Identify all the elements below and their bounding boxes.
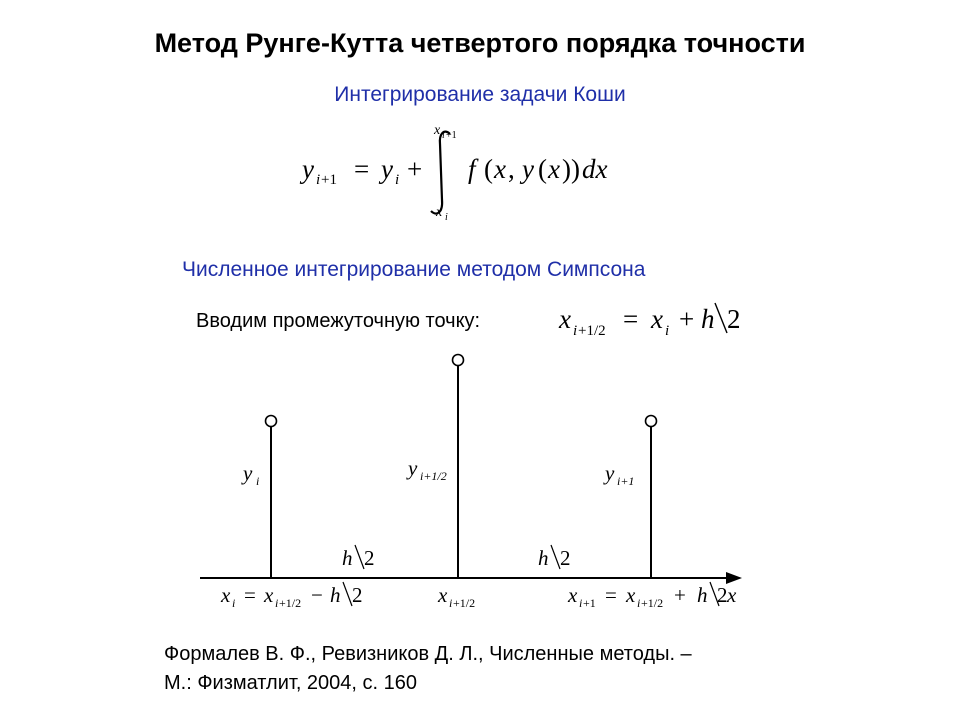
svg-text:2: 2 (727, 304, 741, 334)
svg-text:i+1/2: i+1/2 (420, 469, 447, 483)
svg-text:2: 2 (560, 546, 571, 570)
svg-text:i: i (275, 596, 279, 610)
svg-text:y: y (522, 154, 534, 184)
reference (164, 640, 692, 698)
svg-text:(: ( (484, 154, 493, 184)
svg-text:i: i (449, 596, 453, 610)
node-label-i (220, 582, 363, 610)
svg-text:y: y (408, 456, 418, 480)
svg-text:x: x (548, 154, 560, 184)
svg-text:x: x (438, 583, 448, 607)
svg-text:+: + (674, 583, 686, 607)
svg-text:i: i (445, 212, 448, 223)
svg-text:h: h (342, 546, 353, 570)
label-y-i-half (406, 456, 447, 483)
svg-text:+1/2: +1/2 (453, 596, 476, 610)
svg-text:2: 2 (352, 583, 363, 607)
svg-text:−: − (311, 583, 323, 607)
svg-text:+1: +1 (583, 596, 596, 610)
svg-text:i: i (232, 596, 236, 610)
svg-text:x: x (568, 583, 578, 607)
subtitle: Интегрирование задачи Коши (334, 83, 626, 106)
svg-text:=: = (623, 304, 639, 334)
svg-text:+1/2: +1/2 (578, 323, 606, 339)
cauchy-integral-formula (290, 120, 650, 230)
svg-text:i: i (637, 596, 641, 610)
node-i-plus-1 (646, 416, 657, 427)
reference-line-1: Формалев В. Ф., Ревизников Д. Л., Численные методы. – (164, 643, 692, 665)
label-y-i-plus-1 (603, 461, 634, 488)
svg-text:i: i (573, 323, 578, 339)
svg-text:h: h (697, 583, 708, 607)
svg-text:y: y (605, 461, 615, 485)
svg-text:+: + (679, 304, 695, 334)
svg-text:+1/2: +1/2 (641, 596, 664, 610)
node-i (266, 416, 277, 427)
svg-text:+1: +1 (321, 172, 337, 188)
svg-text:=: = (354, 154, 370, 184)
simpson-diagram (0, 340, 960, 620)
node-i-half (453, 355, 464, 366)
svg-text:=: = (244, 583, 256, 607)
svg-text:(: ( (538, 154, 547, 184)
slide-title: Метод Рунге-Кутта четвертого порядка точности (154, 28, 806, 58)
svg-text:i: i (395, 172, 400, 188)
svg-text:x: x (264, 583, 274, 607)
step-label-right (538, 545, 571, 570)
svg-text:f: f (468, 154, 476, 184)
svg-text:i: i (442, 130, 445, 141)
svg-text:+: + (407, 154, 423, 184)
step-label-left (342, 545, 375, 570)
svg-text:2: 2 (364, 546, 375, 570)
svg-text:y: y (243, 461, 253, 485)
node-label-i-plus-1 (567, 582, 728, 610)
svg-text:i: i (665, 323, 670, 339)
midpoint-formula (555, 295, 765, 345)
axis-var-x: x (727, 583, 737, 607)
svg-text:i: i (256, 474, 260, 488)
svg-text:2: 2 (717, 583, 728, 607)
svg-text:+1: +1 (446, 130, 457, 141)
svg-text:=: = (605, 583, 617, 607)
svg-text:x: x (651, 304, 663, 334)
svg-text:x: x (559, 304, 571, 334)
svg-text:x: x (436, 205, 443, 220)
svg-text:x: x (434, 123, 441, 138)
svg-text:y: y (302, 154, 314, 184)
svg-text:i: i (579, 596, 583, 610)
svg-text:dx: dx (582, 154, 608, 184)
svg-text:x: x (626, 583, 636, 607)
intro-text: Вводим промежуточную точку: (196, 310, 481, 332)
reference-line-2: М.: Физматлит, 2004, с. 160 (164, 672, 418, 694)
simpson-heading: Численное интегрирование методом Симпсона (182, 258, 646, 281)
label-y-i (241, 461, 259, 488)
svg-text:x: x (221, 583, 231, 607)
svg-text:h: h (538, 546, 549, 570)
svg-text:h: h (330, 583, 341, 607)
svg-text:+1/2: +1/2 (279, 596, 302, 610)
svg-text:)): )) (562, 154, 580, 184)
svg-text:i+1: i+1 (617, 474, 635, 488)
svg-text:,: , (508, 154, 515, 184)
svg-text:h: h (701, 304, 715, 334)
svg-text:i: i (316, 172, 321, 188)
svg-text:x: x (494, 154, 506, 184)
node-label-i-half (437, 583, 475, 610)
svg-text:y: y (381, 154, 393, 184)
